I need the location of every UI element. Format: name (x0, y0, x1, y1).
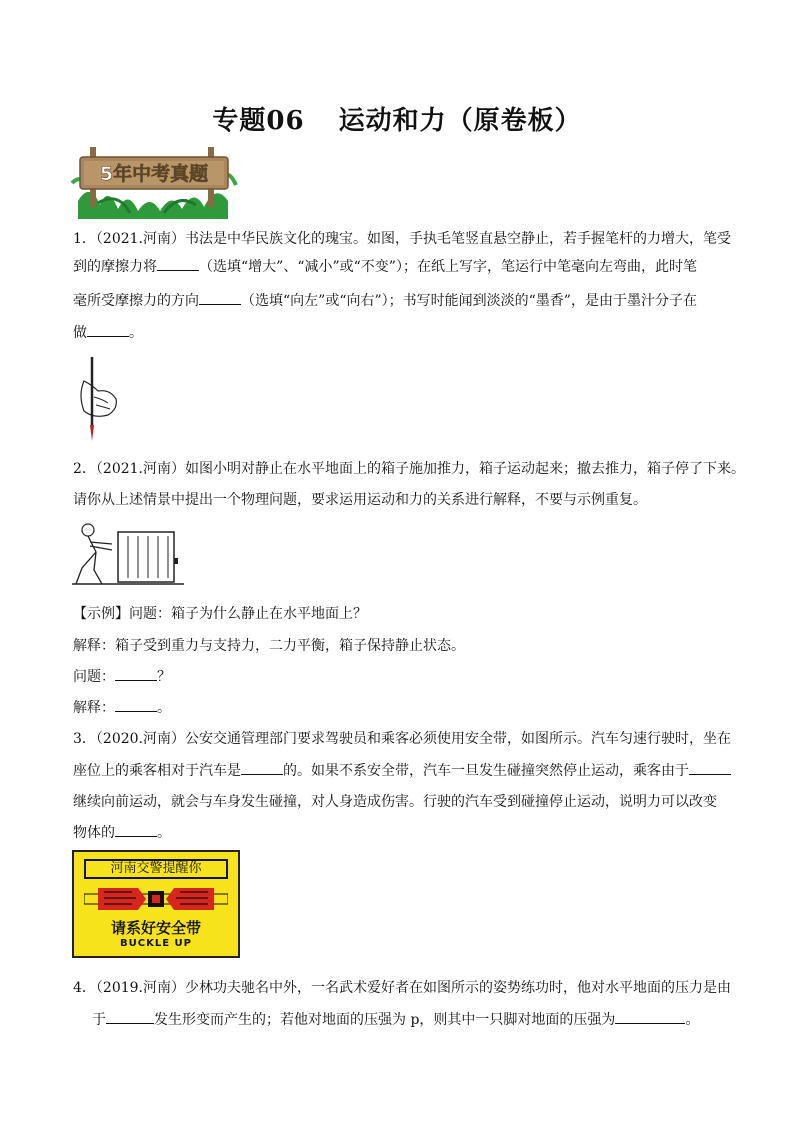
q4-line-2 (92, 1009, 699, 1029)
q3-line-1: 3．（2020.河南）公安交通管理部门要求驾驶员和乘客必须使用安全带，如图所示。汽车匀速行驶时，坐在 (73, 731, 731, 747)
q2-example: 【示例】问题：箱子为什么静止在水平地面上？ (73, 606, 367, 622)
q3-text: 的。如果不系安全带，汽车一旦发生碰撞突然停止运动，乘客由于 (283, 763, 689, 779)
q3-text: 物体的 (73, 825, 115, 841)
q1-line-1: 1．（2021.河南）书法是中华民族文化的瑰宝。如图，手执毛笔竖直悬空静止，若手握笔杆的力增大，笔受 (73, 231, 731, 247)
seatbelt-sign (72, 850, 240, 958)
q1-blank-2[interactable] (199, 290, 241, 305)
title-main: 运动和力（原卷板） (338, 106, 582, 136)
q3-blank-2[interactable] (689, 760, 731, 775)
q1-blank-1[interactable] (157, 256, 199, 271)
q3-blank-3[interactable] (115, 822, 157, 837)
q1-line-2 (73, 256, 697, 276)
badge-text: 5年中考真题 (99, 163, 209, 185)
q4-text: 于 (92, 1012, 106, 1028)
q2-text: 解释： (73, 700, 115, 716)
q3-line-4 (73, 822, 171, 842)
q2-text: 问题： (73, 669, 115, 685)
q1-line-4 (73, 322, 143, 342)
q1-text: 做 (73, 325, 87, 341)
q1-text: 。 (129, 325, 143, 341)
push-box-illustration (72, 522, 184, 588)
page-title (0, 100, 794, 137)
q4-text: 。 (685, 1012, 700, 1028)
seatbelt-sign-main: 请系好安全带 (110, 919, 201, 937)
title-code: 专题06 (212, 106, 305, 136)
q3-text: 。 (157, 825, 171, 841)
q1-text: 毫所受摩擦力的方向 (73, 293, 199, 309)
q1-text: （选填“增大”、“减小”或“不变”）；在纸上写字，笔运行中笔毫向左弯曲，此时笔 (199, 259, 697, 275)
q2-line-1: 2．（2021.河南）如图小明对静止在水平地面上的箱子施加推力，箱子运动起来；撤去推力，箱子停了下来。 (73, 461, 745, 477)
q4-blank-1[interactable] (106, 1009, 154, 1024)
seatbelt-sign-sub: BUCKLE UP (120, 938, 192, 949)
q2-text: 。 (157, 700, 171, 716)
five-year-exam-badge (68, 143, 238, 219)
q4-text: 发生形变而产生的；若他对地面的压强为 p，则其中一只脚对地面的压强为 (154, 1012, 616, 1028)
q4-line-1: 4．（2019.河南）少林功夫驰名中外，一名武术爱好者在如图所示的姿势练功时，他对水平地面的压力是由 (73, 980, 731, 996)
buckle-icon (84, 884, 228, 914)
q3-line-2 (73, 760, 731, 780)
q2-text: ？ (157, 669, 171, 685)
q4-blank-2[interactable] (615, 1009, 685, 1024)
q1-text: （选填“向左”或“向右”）；书写时能闻到淡淡的“墨香”，是由于墨汁分子在 (241, 293, 697, 309)
q1-line-3 (73, 290, 697, 310)
q2-blank-explanation[interactable] (115, 697, 157, 712)
q2-blank-question[interactable] (115, 666, 157, 681)
brush-hand-illustration (74, 355, 124, 443)
q2-line-2: 请你从上述情景中提出一个物理问题，要求运用运动和力的关系进行解释，不要与示例重复。 (73, 492, 647, 508)
q1-text: 到的摩擦力将 (73, 259, 157, 275)
seatbelt-sign-header: 河南交警提醒你 (84, 859, 228, 879)
q3-text: 座位上的乘客相对于汽车是 (73, 763, 241, 779)
q2-ask (73, 666, 171, 686)
q3-line-3: 继续向前运动，就会与车身发生碰撞，对人身造成伤害。行驶的汽车受到碰撞停止运动，说明力可以改变 (73, 794, 717, 810)
q2-answer: 解释：箱子受到重力与支持力，二力平衡，箱子保持静止状态。 (73, 638, 465, 654)
q1-blank-3[interactable] (87, 322, 129, 337)
q3-blank-1[interactable] (241, 760, 283, 775)
q2-explain (73, 697, 171, 717)
